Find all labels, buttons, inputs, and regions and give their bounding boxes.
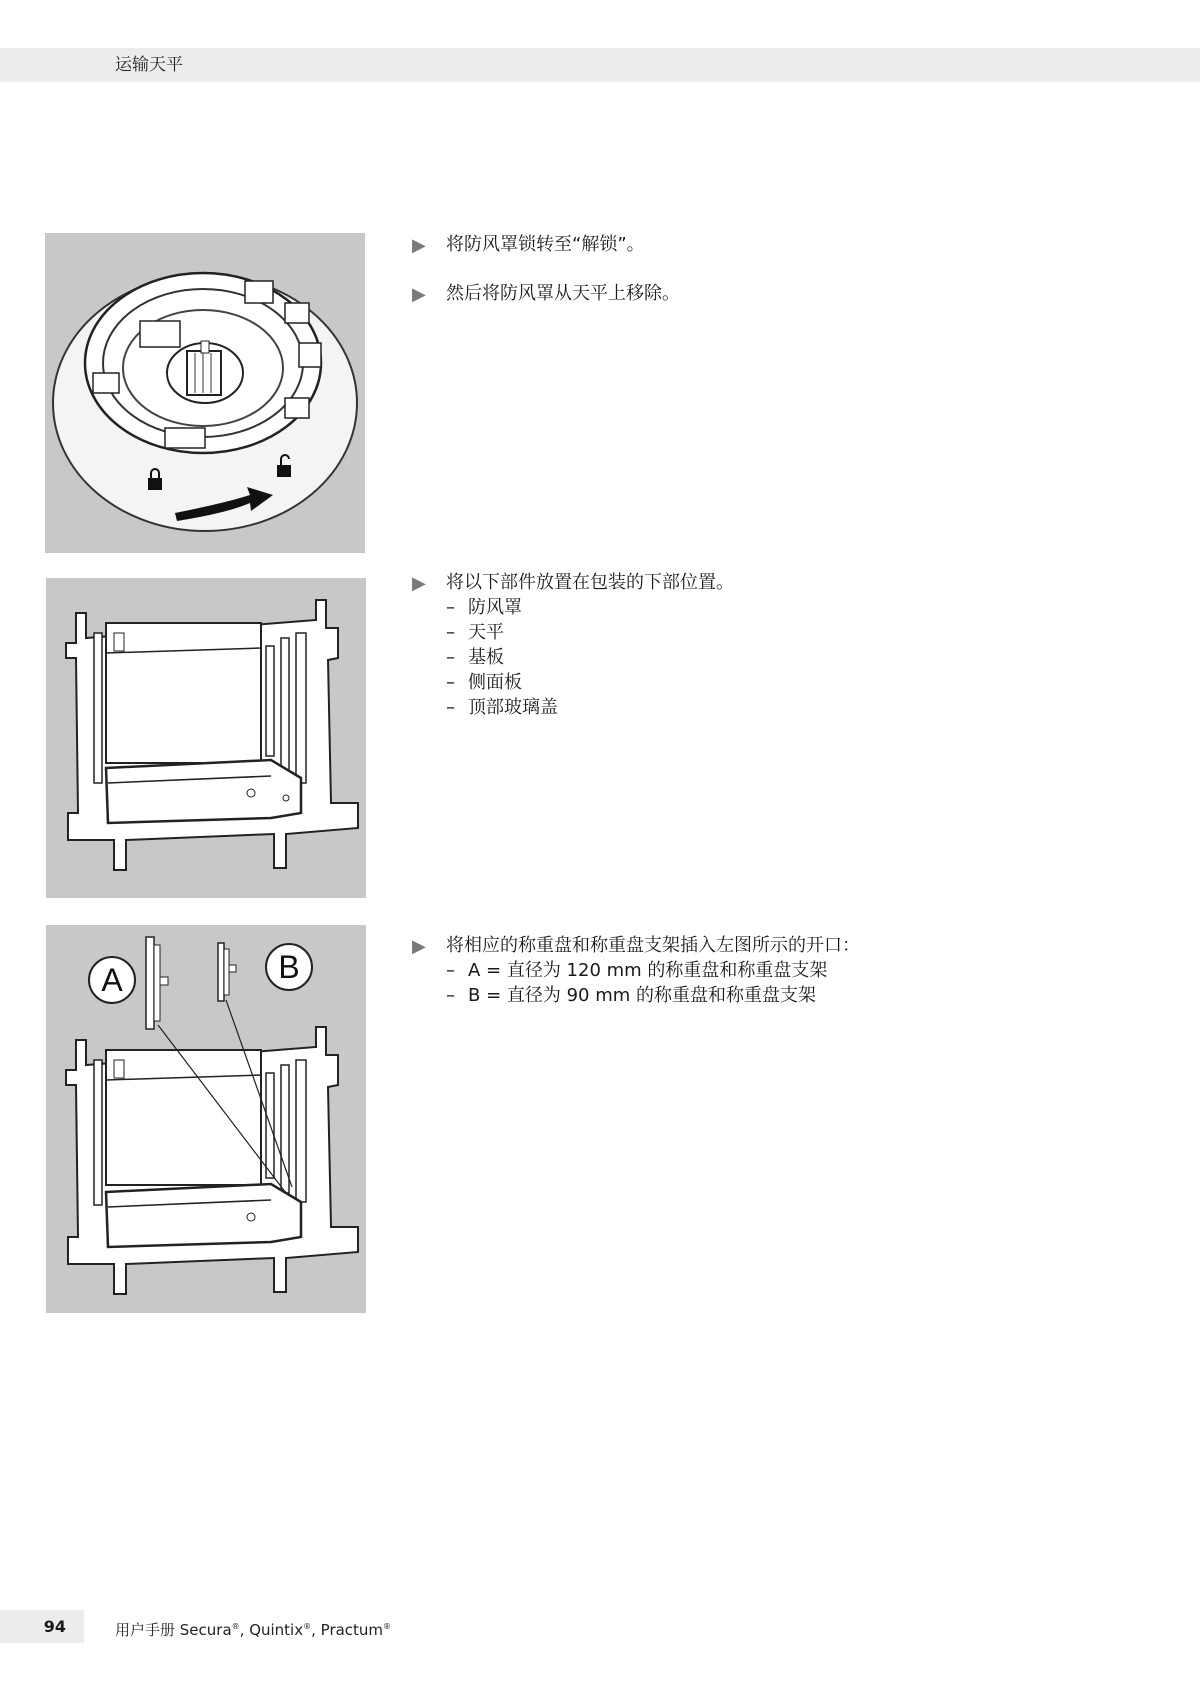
- step-text: 然后将防风罩从天平上移除。: [446, 283, 680, 304]
- brand-quintix: Quintix: [249, 1621, 304, 1639]
- sub-item: – B = 直径为 90 mm 的称重盘和称重盘支架: [446, 985, 817, 1006]
- sub-item-text: 天平: [468, 622, 504, 643]
- page-number: 94: [43, 1617, 66, 1636]
- step-item: [412, 281, 680, 306]
- sub-item: – 基板: [446, 647, 504, 668]
- section-3-steps: [412, 933, 860, 1008]
- manual-prefix: 用户手册 Secura: [115, 1621, 232, 1639]
- section-1-steps: [412, 232, 680, 306]
- step-item: [412, 933, 860, 958]
- draft-shield-lock-figure: [45, 233, 365, 553]
- draft-shield-illustration: [45, 233, 365, 553]
- packaging-illustration: [46, 578, 366, 898]
- footer-manual-title: 用户手册 Secura®, Quintix®, Practum®: [115, 1621, 392, 1639]
- sub-item: – 天平: [446, 622, 504, 643]
- weighing-pan-b: [218, 943, 236, 1001]
- registered-mark: ®: [303, 1622, 312, 1631]
- step-item: [412, 570, 734, 595]
- sub-item: – 防风罩: [446, 597, 522, 618]
- section-2-steps: [412, 570, 734, 720]
- step-arrow-icon: ▶: [412, 284, 426, 305]
- brand-practum: Practum: [320, 1621, 384, 1639]
- sub-item-text: 侧面板: [468, 672, 522, 693]
- sub-item-text: 基板: [468, 647, 504, 668]
- weighing-pan-illustration: [46, 925, 366, 1313]
- sub-item-text: 防风罩: [468, 597, 522, 618]
- step-arrow-icon: ▶: [412, 573, 426, 594]
- step-arrow-icon: ▶: [412, 235, 426, 256]
- label-a: A: [101, 962, 123, 998]
- weighing-pan-insert-figure: [46, 925, 366, 1313]
- sub-item-text: A = 直径为 120 mm 的称重盘和称重盘支架: [468, 960, 828, 981]
- sub-item: – A = 直径为 120 mm 的称重盘和称重盘支架: [446, 960, 828, 981]
- packaging-placement-figure: [46, 578, 366, 898]
- page-number-box: [0, 1610, 84, 1643]
- step-arrow-icon: ▶: [412, 936, 426, 957]
- step-text: 将防风罩锁转至“解锁”。: [446, 234, 645, 255]
- sub-item-text: B = 直径为 90 mm 的称重盘和称重盘支架: [468, 985, 817, 1006]
- step-text: 将相应的称重盘和称重盘支架插入左图所示的开口：: [446, 935, 860, 956]
- weighing-pan-a: [146, 937, 168, 1029]
- sub-item-text: 顶部玻璃盖: [468, 697, 558, 718]
- step-item: [412, 232, 680, 257]
- registered-mark: ®: [383, 1622, 392, 1631]
- section-title: 运输天平: [115, 55, 183, 75]
- sub-item: – 顶部玻璃盖: [446, 697, 558, 718]
- header-band: [0, 48, 1200, 82]
- sub-item: – 侧面板: [446, 672, 522, 693]
- label-b: B: [278, 949, 300, 985]
- registered-mark: ®: [231, 1622, 240, 1631]
- step-text: 将以下部件放置在包装的下部位置。: [446, 572, 734, 593]
